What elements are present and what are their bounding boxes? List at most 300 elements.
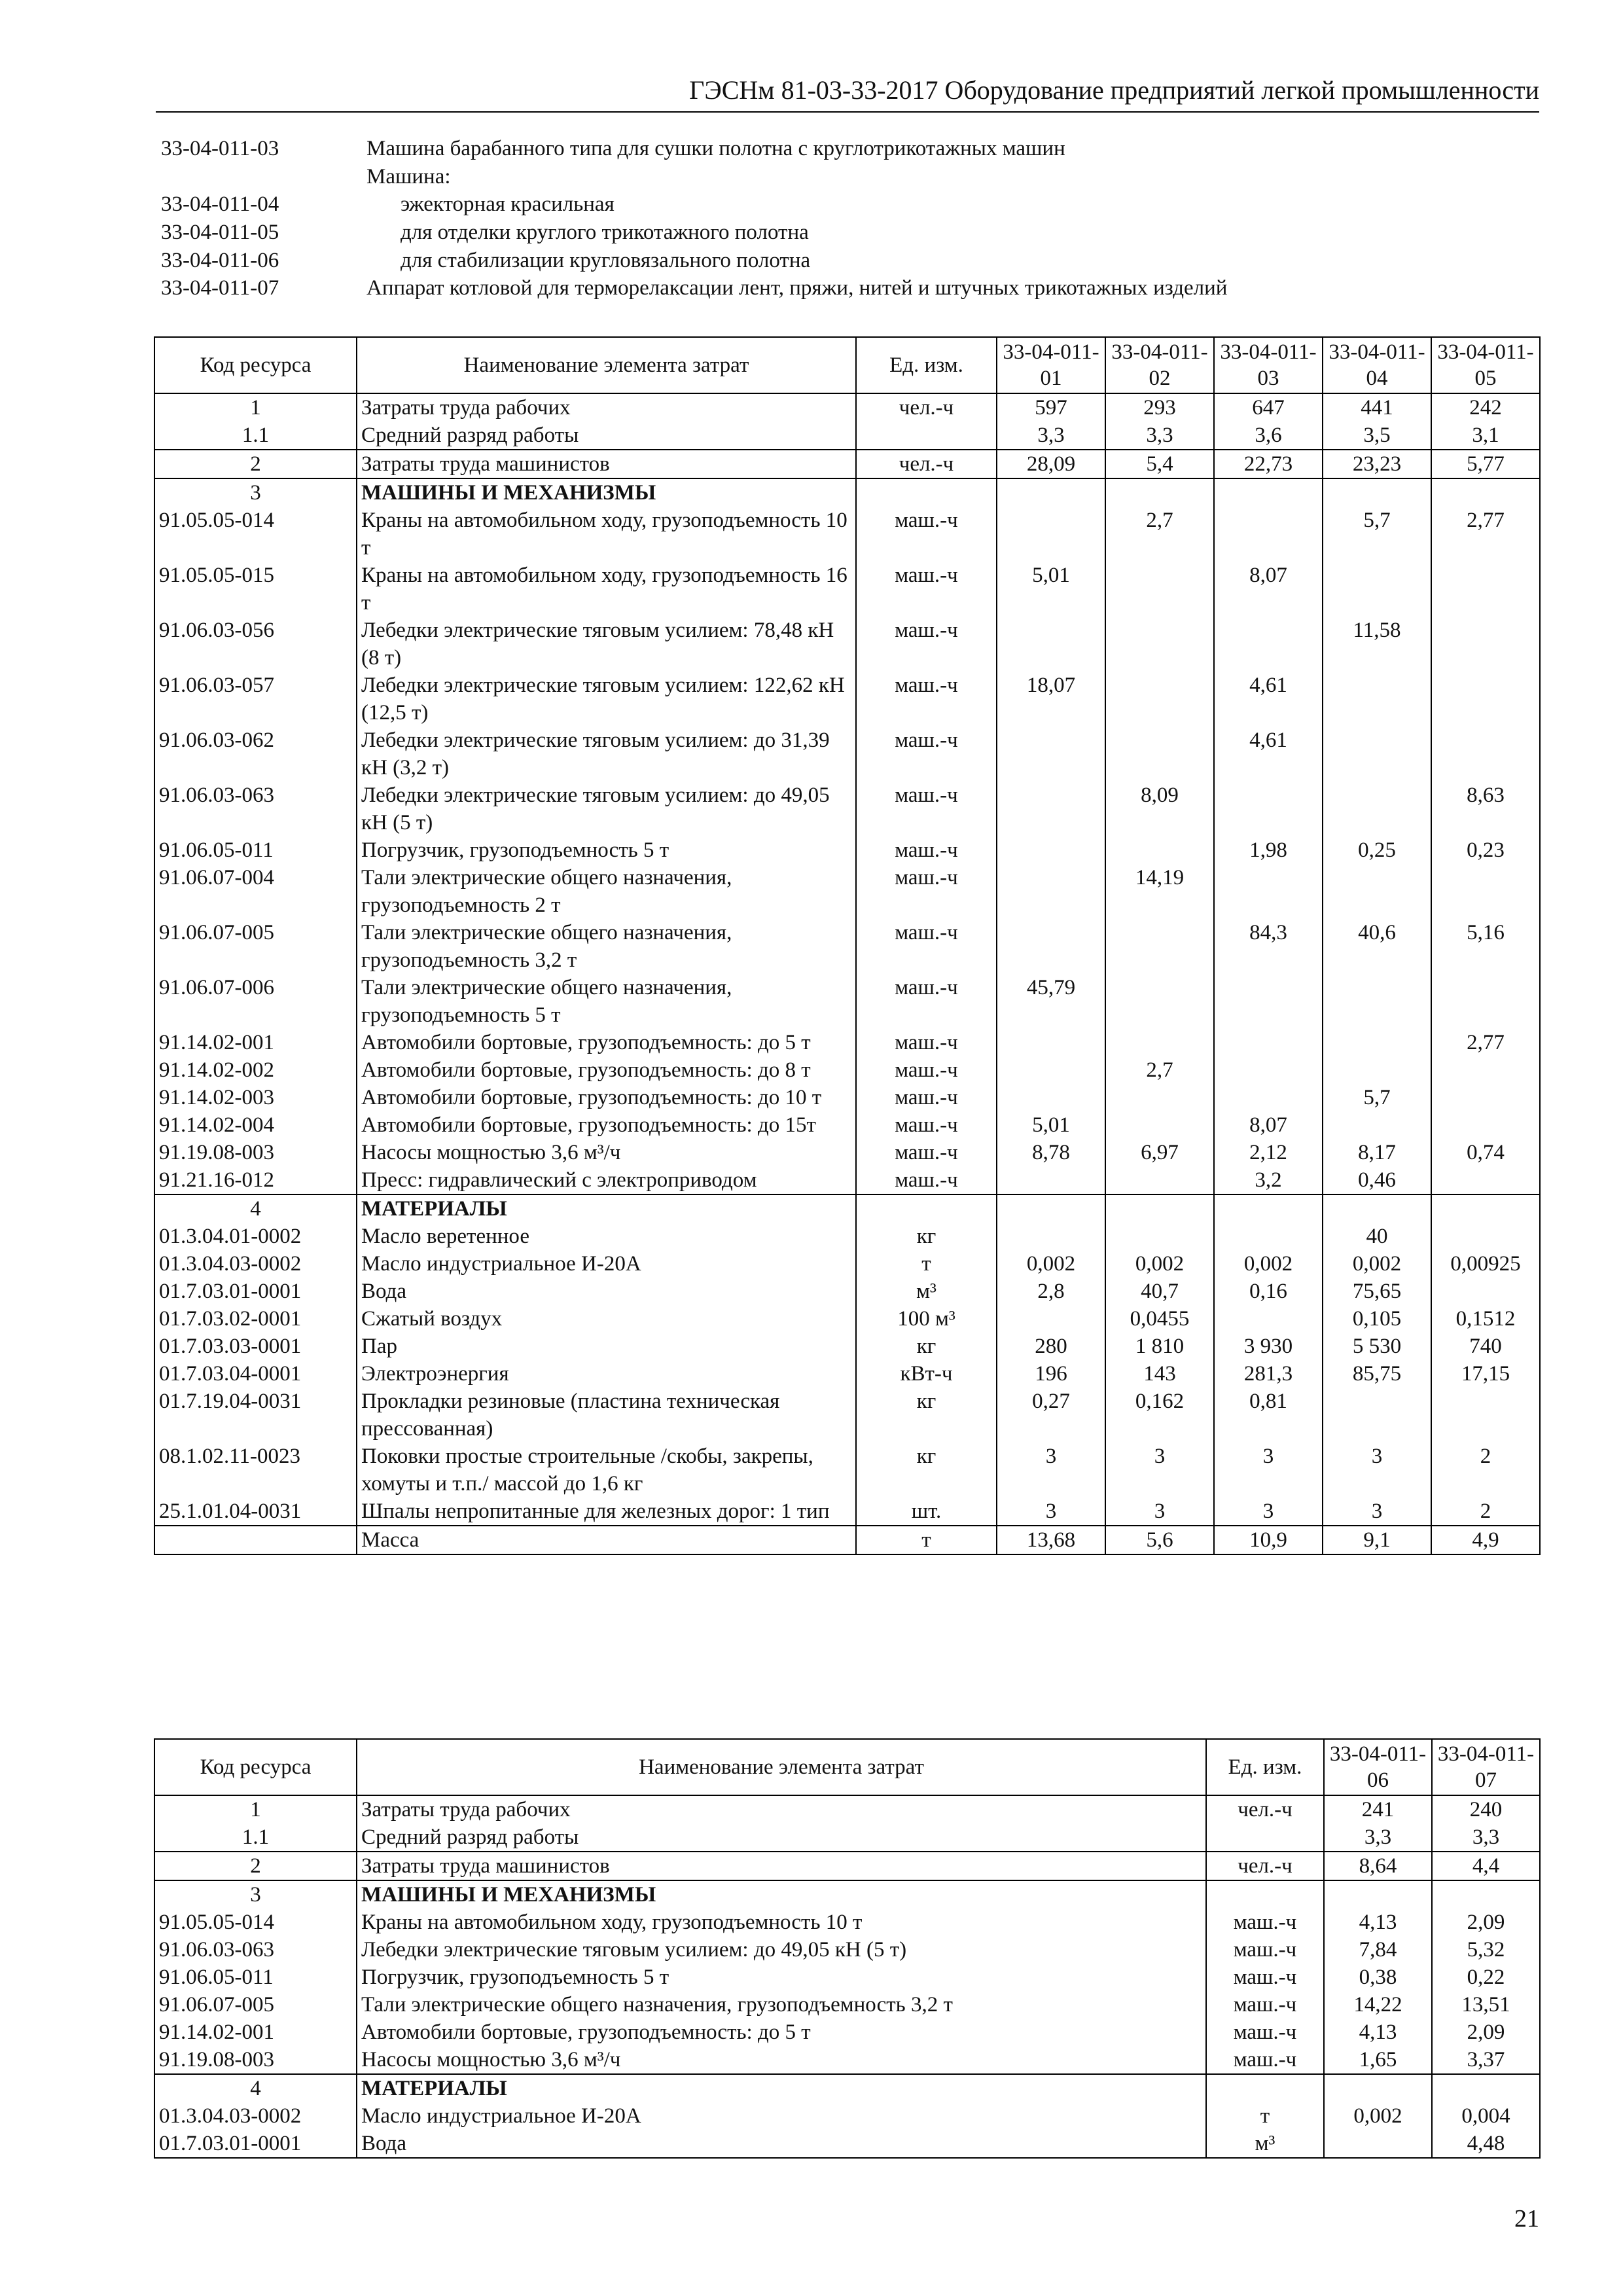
- unit: маш.-ч: [1206, 2046, 1324, 2074]
- value-cell: 8,78: [997, 1139, 1105, 1166]
- resource-code: 91.06.07-005: [154, 919, 357, 974]
- value-cell: [997, 726, 1105, 781]
- value-cell: 4,9: [1431, 1526, 1540, 1554]
- page-number: 21: [1514, 2205, 1539, 2233]
- value-cell: [1431, 562, 1540, 617]
- value-cell: [1105, 1194, 1214, 1223]
- column-header: Код ресурса: [154, 337, 357, 393]
- cost-element-name: Тали электрические общего назначения, грузоподъемность 5 т: [357, 974, 856, 1029]
- resource-code: 91.06.07-006: [154, 974, 357, 1029]
- value-cell: 0,25: [1323, 836, 1431, 864]
- value-cell: 0,22: [1432, 1964, 1540, 1991]
- value-cell: [1214, 1084, 1323, 1111]
- table-row: [154, 562, 1540, 617]
- unit: чел.-ч: [856, 450, 997, 478]
- resource-code: 1.1: [154, 1823, 357, 1852]
- value-cell: [1323, 864, 1431, 919]
- value-cell: [1105, 617, 1214, 672]
- value-cell: [1323, 781, 1431, 836]
- value-cell: 1,65: [1324, 2046, 1432, 2074]
- cost-element-name: Краны на автомобильном ходу, грузоподъемность 10 т: [357, 507, 856, 562]
- unit: маш.-ч: [856, 864, 997, 919]
- table-row: [154, 726, 1540, 781]
- table-row: [154, 1250, 1540, 1278]
- cost-element-name: Затраты труда машинистов: [357, 450, 856, 478]
- value-cell: 75,65: [1323, 1278, 1431, 1305]
- running-header: [156, 72, 1539, 113]
- value-cell: [1214, 1056, 1323, 1084]
- value-cell: 5,01: [997, 1111, 1105, 1139]
- cost-element-name: Погрузчик, грузоподъемность 5 т: [357, 1964, 1206, 1991]
- resource-code: 91.05.05-014: [154, 507, 357, 562]
- value-cell: 3,3: [1432, 1823, 1540, 1852]
- table-row: [154, 864, 1540, 919]
- value-cell: [1431, 1111, 1540, 1139]
- value-cell: 0,46: [1323, 1166, 1431, 1194]
- value-cell: 22,73: [1214, 450, 1323, 478]
- value-cell: [1323, 562, 1431, 617]
- table-row: [154, 1964, 1540, 1991]
- cost-element-name: Затраты труда рабочих: [357, 1795, 1206, 1823]
- table-row: [154, 2046, 1540, 2074]
- column-header: 33-04-011-03: [1214, 337, 1323, 393]
- resource-code: 91.06.03-056: [154, 617, 357, 672]
- resource-code: 2: [154, 1852, 357, 1880]
- unit: [1206, 1880, 1324, 1909]
- value-cell: [1323, 672, 1431, 726]
- resource-code: 91.14.02-003: [154, 1084, 357, 1111]
- value-cell: [1214, 617, 1323, 672]
- unit: маш.-ч: [856, 1139, 997, 1166]
- cost-element-name: Электроэнергия: [357, 1360, 856, 1388]
- value-cell: [1105, 836, 1214, 864]
- value-cell: 5 530: [1323, 1333, 1431, 1360]
- resource-code: 91.19.08-003: [154, 1139, 357, 1166]
- resource-code: 01.3.04.03-0002: [154, 1250, 357, 1278]
- value-cell: [1431, 726, 1540, 781]
- cost-element-name: Автомобили бортовые, грузоподъемность: до 5 т: [357, 2018, 1206, 2046]
- intro-item: [161, 190, 1535, 219]
- value-cell: 5,7: [1323, 1084, 1431, 1111]
- unit: маш.-ч: [856, 1084, 997, 1111]
- unit: маш.-ч: [856, 836, 997, 864]
- unit: маш.-ч: [1206, 1991, 1324, 2018]
- unit: маш.-ч: [856, 1111, 997, 1139]
- value-cell: 23,23: [1323, 450, 1431, 478]
- unit: маш.-ч: [856, 1056, 997, 1084]
- resource-code: 2: [154, 450, 357, 478]
- resource-code: 4: [154, 1194, 357, 1223]
- value-cell: 3,3: [1324, 1823, 1432, 1852]
- value-cell: [1105, 1029, 1214, 1056]
- value-cell: 3,3: [997, 422, 1105, 450]
- value-cell: [1105, 726, 1214, 781]
- unit: маш.-ч: [1206, 1909, 1324, 1936]
- cost-element-name: Сжатый воздух: [357, 1305, 856, 1333]
- value-cell: 0,002: [1105, 1250, 1214, 1278]
- table-row: [154, 919, 1540, 974]
- value-cell: 0,74: [1431, 1139, 1540, 1166]
- value-cell: [997, 1305, 1105, 1333]
- unit: м³: [1206, 2130, 1324, 2158]
- intro-code: [161, 163, 366, 191]
- value-cell: [997, 507, 1105, 562]
- cost-element-name: МАТЕРИАЛЫ: [357, 1194, 856, 1223]
- value-cell: 14,19: [1105, 864, 1214, 919]
- value-cell: 0,16: [1214, 1278, 1323, 1305]
- value-cell: [997, 919, 1105, 974]
- table-row: [154, 1991, 1540, 2018]
- value-cell: 0,002: [997, 1250, 1105, 1278]
- table-row: [154, 1111, 1540, 1139]
- value-cell: 4,4: [1432, 1852, 1540, 1880]
- resource-code: 01.7.03.01-0001: [154, 1278, 357, 1305]
- table-row: [154, 1443, 1540, 1498]
- cost-element-name: Пар: [357, 1333, 856, 1360]
- resource-code: 91.19.08-003: [154, 2046, 357, 2074]
- unit: маш.-ч: [856, 919, 997, 974]
- value-cell: 4,13: [1324, 1909, 1432, 1936]
- value-cell: [997, 1194, 1105, 1223]
- table-row: [154, 1936, 1540, 1964]
- value-cell: 2: [1431, 1498, 1540, 1526]
- cost-element-name: Тали электрические общего назначения, грузоподъемность 2 т: [357, 864, 856, 919]
- resource-code: 25.1.01.04-0031: [154, 1498, 357, 1526]
- value-cell: 40,7: [1105, 1278, 1214, 1305]
- cost-element-name: Масло веретенное: [357, 1223, 856, 1250]
- unit: кВт-ч: [856, 1360, 997, 1388]
- value-cell: 3 930: [1214, 1333, 1323, 1360]
- value-cell: 0,002: [1214, 1250, 1323, 1278]
- value-cell: 84,3: [1214, 919, 1323, 974]
- value-cell: 2,7: [1105, 1056, 1214, 1084]
- table-row: [154, 2102, 1540, 2130]
- table-row: [154, 1305, 1540, 1333]
- cost-element-name: Насосы мощностью 3,6 м³/ч: [357, 2046, 1206, 2074]
- intro-code: 33-04-011-04: [161, 192, 279, 217]
- cost-element-name: Лебедки электрические тяговым усилием: до 31,39 кН (3,2 т): [357, 726, 856, 781]
- cost-element-name: Затраты труда рабочих: [357, 393, 856, 422]
- unit: кг: [856, 1443, 997, 1498]
- value-cell: 2,7: [1105, 507, 1214, 562]
- value-cell: 8,17: [1323, 1139, 1431, 1166]
- intro-text: Аппарат котловой для терморелаксации лент, пряжи, нитей и штучных трикотажных изделий: [366, 276, 1228, 300]
- cost-element-name: Масса: [357, 1526, 856, 1554]
- value-cell: [1214, 478, 1323, 507]
- resource-code: 91.05.05-015: [154, 562, 357, 617]
- value-cell: 3: [1105, 1443, 1214, 1498]
- value-cell: [997, 478, 1105, 507]
- value-cell: [1431, 478, 1540, 507]
- cost-element-name: Автомобили бортовые, грузоподъемность: до 8 т: [357, 1056, 856, 1084]
- table-row: [154, 672, 1540, 726]
- value-cell: 0,27: [997, 1388, 1105, 1443]
- intro-text: для отделки круглого трикотажного полотна: [401, 221, 809, 245]
- column-header: 33-04-011-07: [1432, 1739, 1540, 1795]
- value-cell: [1431, 617, 1540, 672]
- value-cell: [1105, 562, 1214, 617]
- unit: т: [856, 1250, 997, 1278]
- resource-code: 4: [154, 2074, 357, 2102]
- value-cell: 5,32: [1432, 1936, 1540, 1964]
- table-row: [154, 1526, 1540, 1554]
- intro-text: эжекторная красильная: [401, 192, 615, 217]
- value-cell: 18,07: [997, 672, 1105, 726]
- value-cell: 3: [997, 1498, 1105, 1526]
- value-cell: [1323, 478, 1431, 507]
- resource-table-2: [154, 1738, 1541, 2159]
- table-row: [154, 450, 1540, 478]
- column-header: Наименование элемента затрат: [357, 337, 856, 393]
- cost-element-name: Краны на автомобильном ходу, грузоподъемность 10 т: [357, 1909, 1206, 1936]
- header-title: ГЭСНм 81-03-33-2017 Оборудование предприятий легкой промышленности: [689, 75, 1539, 105]
- unit: маш.-ч: [856, 974, 997, 1029]
- value-cell: 0,162: [1105, 1388, 1214, 1443]
- unit: т: [856, 1526, 997, 1554]
- value-cell: 647: [1214, 393, 1323, 422]
- unit: [1206, 2074, 1324, 2102]
- resource-code: 08.1.02.11-0023: [154, 1443, 357, 1498]
- cost-element-name: Погрузчик, грузоподъемность 5 т: [357, 836, 856, 864]
- intro-item: [161, 163, 1535, 191]
- cost-element-name: Краны на автомобильном ходу, грузоподъемность 16 т: [357, 562, 856, 617]
- table-row: [154, 2130, 1540, 2158]
- value-cell: 5,7: [1323, 507, 1431, 562]
- resource-code: 91.14.02-001: [154, 1029, 357, 1056]
- value-cell: 0,105: [1323, 1305, 1431, 1333]
- table-row: [154, 1194, 1540, 1223]
- table-row: [154, 1223, 1540, 1250]
- column-header: Ед. изм.: [856, 337, 997, 393]
- unit: маш.-ч: [856, 1029, 997, 1056]
- unit: чел.-ч: [1206, 1852, 1324, 1880]
- value-cell: [1432, 1880, 1540, 1909]
- value-cell: 5,77: [1431, 450, 1540, 478]
- cost-element-name: Масло индустриальное И-20А: [357, 1250, 856, 1278]
- value-cell: [997, 1223, 1105, 1250]
- value-cell: 85,75: [1323, 1360, 1431, 1388]
- value-cell: 3: [1105, 1498, 1214, 1526]
- resource-code: 01.3.04.01-0002: [154, 1223, 357, 1250]
- value-cell: [1431, 1056, 1540, 1084]
- cost-element-name: Автомобили бортовые, грузоподъемность: до 15т: [357, 1111, 856, 1139]
- unit: маш.-ч: [856, 617, 997, 672]
- unit: 100 м³: [856, 1305, 997, 1333]
- cost-element-name: Прокладки резиновые (пластина техническая прессованная): [357, 1388, 856, 1443]
- value-cell: [1431, 1223, 1540, 1250]
- table-row: [154, 1823, 1540, 1852]
- column-header: 33-04-011-01: [997, 337, 1105, 393]
- resource-code: [154, 1526, 357, 1554]
- value-cell: 242: [1431, 393, 1540, 422]
- value-cell: [1431, 1278, 1540, 1305]
- value-cell: [1214, 1305, 1323, 1333]
- resource-code: 01.7.03.04-0001: [154, 1360, 357, 1388]
- table-row: [154, 1166, 1540, 1194]
- resource-code: 3: [154, 478, 357, 507]
- table-row: [154, 1084, 1540, 1111]
- value-cell: 4,61: [1214, 726, 1323, 781]
- value-cell: 240: [1432, 1795, 1540, 1823]
- value-cell: 0,23: [1431, 836, 1540, 864]
- value-cell: [1105, 974, 1214, 1029]
- value-cell: [1105, 478, 1214, 507]
- value-cell: 5,01: [997, 562, 1105, 617]
- value-cell: 0,0455: [1105, 1305, 1214, 1333]
- value-cell: [1431, 672, 1540, 726]
- value-cell: 1,98: [1214, 836, 1323, 864]
- cost-element-name: Вода: [357, 2130, 1206, 2158]
- table-row: [154, 1360, 1540, 1388]
- intro-code: 33-04-011-05: [161, 221, 279, 245]
- resource-code: 1: [154, 393, 357, 422]
- value-cell: [1431, 1388, 1540, 1443]
- value-cell: 8,09: [1105, 781, 1214, 836]
- value-cell: [997, 1029, 1105, 1056]
- table-row: [154, 393, 1540, 422]
- value-cell: [1323, 1029, 1431, 1056]
- table-row: [154, 478, 1540, 507]
- table-row: [154, 836, 1540, 864]
- resource-code: 01.7.03.02-0001: [154, 1305, 357, 1333]
- value-cell: [997, 864, 1105, 919]
- unit: маш.-ч: [856, 672, 997, 726]
- value-cell: [1431, 864, 1540, 919]
- table-row: [154, 1139, 1540, 1166]
- value-cell: 5,16: [1431, 919, 1540, 974]
- value-cell: [1431, 1194, 1540, 1223]
- value-cell: [1432, 2074, 1540, 2102]
- value-cell: [997, 781, 1105, 836]
- unit: маш.-ч: [1206, 2018, 1324, 2046]
- table-row: [154, 1056, 1540, 1084]
- resource-code: 01.7.03.01-0001: [154, 2130, 357, 2158]
- value-cell: 3: [1323, 1443, 1431, 1498]
- unit: маш.-ч: [856, 1166, 997, 1194]
- value-cell: [997, 1166, 1105, 1194]
- value-cell: 10,9: [1214, 1526, 1323, 1554]
- value-cell: 3,37: [1432, 2046, 1540, 2074]
- value-cell: [1105, 1223, 1214, 1250]
- value-cell: [1431, 1166, 1540, 1194]
- value-cell: [1214, 781, 1323, 836]
- value-cell: 0,00925: [1431, 1250, 1540, 1278]
- value-cell: 8,07: [1214, 562, 1323, 617]
- table-row: [154, 617, 1540, 672]
- resource-code: 91.21.16-012: [154, 1166, 357, 1194]
- value-cell: 40: [1323, 1223, 1431, 1250]
- resource-code: 01.3.04.03-0002: [154, 2102, 357, 2130]
- resource-code: 91.06.07-004: [154, 864, 357, 919]
- value-cell: [1431, 1084, 1540, 1111]
- intro-text: Машина барабанного типа для сушки полотна с круглотрикотажных машин: [366, 137, 1065, 160]
- table-row: [154, 1029, 1540, 1056]
- cost-element-name: Масло индустриальное И-20А: [357, 2102, 1206, 2130]
- value-cell: 196: [997, 1360, 1105, 1388]
- value-cell: [1323, 974, 1431, 1029]
- value-cell: 241: [1324, 1795, 1432, 1823]
- value-cell: 2,77: [1431, 1029, 1540, 1056]
- cost-element-name: Лебедки электрические тяговым усилием: до 49,05 кН (5 т): [357, 781, 856, 836]
- value-cell: [1105, 672, 1214, 726]
- table-row: [154, 1278, 1540, 1305]
- unit: [856, 478, 997, 507]
- cost-element-name: Тали электрические общего назначения, грузоподъемность 3,2 т: [357, 1991, 1206, 2018]
- unit: чел.-ч: [1206, 1795, 1324, 1823]
- cost-element-name: Затраты труда машинистов: [357, 1852, 1206, 1880]
- value-cell: [997, 1056, 1105, 1084]
- value-cell: 9,1: [1323, 1526, 1431, 1554]
- cost-element-name: Средний разряд работы: [357, 1823, 1206, 1852]
- value-cell: 13,51: [1432, 1991, 1540, 2018]
- value-cell: 0,002: [1324, 2102, 1432, 2130]
- value-cell: [997, 617, 1105, 672]
- value-cell: 3: [1214, 1498, 1323, 1526]
- value-cell: 2,8: [997, 1278, 1105, 1305]
- table-row: [154, 781, 1540, 836]
- value-cell: 597: [997, 393, 1105, 422]
- value-cell: 2,09: [1432, 1909, 1540, 1936]
- column-header: 33-04-011-02: [1105, 337, 1214, 393]
- resource-code: 91.06.03-062: [154, 726, 357, 781]
- value-cell: [1323, 726, 1431, 781]
- value-cell: 0,002: [1323, 1250, 1431, 1278]
- value-cell: 3: [1214, 1443, 1323, 1498]
- resource-code: 91.06.07-005: [154, 1991, 357, 2018]
- resource-code: 91.14.02-004: [154, 1111, 357, 1139]
- value-cell: 2,09: [1432, 2018, 1540, 2046]
- resource-code: 01.7.19.04-0031: [154, 1388, 357, 1443]
- value-cell: [1105, 1084, 1214, 1111]
- value-cell: 0,1512: [1431, 1305, 1540, 1333]
- resource-code: 91.06.03-063: [154, 781, 357, 836]
- value-cell: 5,6: [1105, 1526, 1214, 1554]
- unit: т: [1206, 2102, 1324, 2130]
- value-cell: [997, 836, 1105, 864]
- column-header: Наименование элемента затрат: [357, 1739, 1206, 1795]
- unit: маш.-ч: [856, 726, 997, 781]
- value-cell: 40,6: [1323, 919, 1431, 974]
- resource-code: 1.1: [154, 422, 357, 450]
- unit: маш.-ч: [856, 781, 997, 836]
- value-cell: [997, 1084, 1105, 1111]
- value-cell: [1323, 1056, 1431, 1084]
- intro-code: 33-04-011-03: [161, 137, 279, 160]
- value-cell: [1324, 1880, 1432, 1909]
- unit: кг: [856, 1223, 997, 1250]
- table-row: [154, 1498, 1540, 1526]
- resource-code: 01.7.03.03-0001: [154, 1333, 357, 1360]
- value-cell: 3: [1323, 1498, 1431, 1526]
- value-cell: [1324, 2074, 1432, 2102]
- value-cell: 0,004: [1432, 2102, 1540, 2130]
- value-cell: 3,5: [1323, 422, 1431, 450]
- value-cell: [1214, 864, 1323, 919]
- cost-element-name: Лебедки электрические тяговым усилием: 78,48 кН (8 т): [357, 617, 856, 672]
- value-cell: 45,79: [997, 974, 1105, 1029]
- resource-code: 91.14.02-002: [154, 1056, 357, 1084]
- table-row: [154, 1909, 1540, 1936]
- resource-code: 91.06.05-011: [154, 1964, 357, 1991]
- resource-code: 91.06.03-063: [154, 1936, 357, 1964]
- intro-item: [161, 135, 1535, 163]
- intro-list: [161, 135, 1535, 302]
- unit: м³: [856, 1278, 997, 1305]
- intro-text: Машина:: [366, 164, 451, 188]
- value-cell: [1105, 919, 1214, 974]
- unit: кг: [856, 1388, 997, 1443]
- table-row: [154, 1333, 1540, 1360]
